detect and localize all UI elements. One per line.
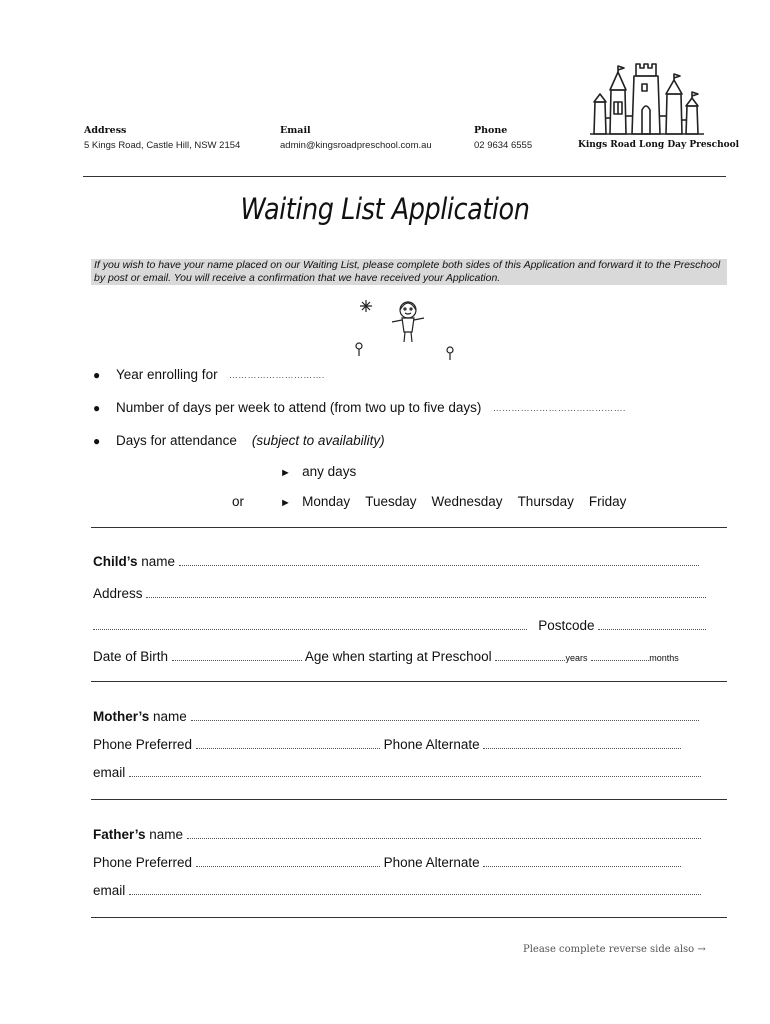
any-days-option[interactable] <box>280 464 356 479</box>
year-enrolling-label: Year enrolling for <box>116 367 218 382</box>
mother-phone-preferred-field[interactable] <box>196 738 380 749</box>
dob-label: Date of Birth <box>93 649 169 664</box>
child-name-row <box>93 554 699 569</box>
email-label: Email <box>280 125 311 136</box>
child-address-line2-field[interactable] <box>93 619 527 630</box>
child-drawing-icon <box>350 296 462 362</box>
arrow-icon: ► <box>280 497 291 509</box>
mother-phone-alternate-label: Phone Alternate <box>383 737 480 752</box>
mother-name-label: name <box>149 709 187 724</box>
years-label: years <box>565 653 588 663</box>
mother-phone-alternate-field[interactable] <box>483 738 681 749</box>
weekdays-option <box>280 494 626 509</box>
weekday-wednesday[interactable]: Wednesday <box>431 494 503 509</box>
section-divider <box>91 917 727 918</box>
child-name-field[interactable] <box>179 555 699 566</box>
any-days-label: any days <box>302 464 357 479</box>
child-name-label-bold: Child’s <box>93 554 138 569</box>
father-name-field[interactable] <box>187 828 701 839</box>
section-divider <box>91 527 727 528</box>
child-address-row <box>93 586 706 601</box>
child-address-label: Address <box>93 586 143 601</box>
days-per-week-field[interactable]: ……………………………………. <box>492 403 626 413</box>
father-email-field[interactable] <box>129 884 701 895</box>
year-enrolling-row <box>93 367 325 382</box>
footer-note: Please complete reverse side also → <box>523 944 706 955</box>
arrow-icon: ► <box>280 467 291 479</box>
father-email-label: email <box>93 883 126 898</box>
weekday-monday[interactable]: Monday <box>302 494 351 509</box>
weekday-thursday[interactable]: Thursday <box>517 494 574 509</box>
father-email-row <box>93 883 701 898</box>
mother-email-label: email <box>93 765 126 780</box>
child-address-field[interactable] <box>146 587 706 598</box>
postcode-label: Postcode <box>538 618 595 633</box>
days-per-week-label: Number of days per week to attend (from two up to five days) <box>116 400 482 415</box>
father-phone-row <box>93 855 681 870</box>
dob-field[interactable] <box>172 650 302 661</box>
father-phone-preferred-label: Phone Preferred <box>93 855 193 870</box>
phone-value: 02 9634 6555 <box>474 140 533 151</box>
father-name-row <box>93 827 701 842</box>
intro-text: If you wish to have your name placed on our Waiting List, please complete both sides of this Application and forward it to the Preschool by post or email. You will receive a confirmation that we have received your Application. <box>91 259 727 285</box>
section-divider <box>91 799 727 800</box>
year-enrolling-field[interactable]: …………………………. <box>228 370 325 380</box>
months-label: months <box>649 653 679 663</box>
email-value: admin@kingsroadpreschool.com.au <box>280 140 432 151</box>
weekday-tuesday[interactable]: Tuesday <box>365 494 417 509</box>
father-name-label-bold: Father’s <box>93 827 146 842</box>
mother-name-field[interactable] <box>191 710 699 721</box>
logo-text: Kings Road Long Day Preschool <box>578 140 740 150</box>
mother-email-row <box>93 765 701 780</box>
or-label: or <box>232 494 245 509</box>
child-name-label: name <box>137 554 176 569</box>
bullet-icon: ● <box>93 434 101 448</box>
child-dob-row <box>93 649 679 664</box>
age-months-field[interactable] <box>591 650 649 661</box>
child-address-line2-row <box>93 618 706 633</box>
bullet-icon: ● <box>93 401 101 415</box>
days-for-attendance-row <box>93 433 385 448</box>
page-title: Waiting List Application <box>240 192 530 226</box>
father-phone-alternate-field[interactable] <box>483 856 681 867</box>
phone-label: Phone <box>474 125 508 136</box>
bullet-icon: ● <box>93 368 101 382</box>
availability-note: (subject to availability) <box>251 433 385 448</box>
weekday-friday[interactable]: Friday <box>588 494 627 509</box>
age-label: Age when starting at Preschool <box>304 649 492 664</box>
address-value: 5 Kings Road, Castle Hill, NSW 2154 <box>84 140 241 151</box>
address-label: Address <box>84 125 127 136</box>
father-phone-preferred-field[interactable] <box>196 856 380 867</box>
mother-name-label-bold: Mother’s <box>93 709 150 724</box>
postcode-field[interactable] <box>598 619 706 630</box>
age-years-field[interactable] <box>495 650 565 661</box>
father-phone-alternate-label: Phone Alternate <box>383 855 480 870</box>
mother-phone-preferred-label: Phone Preferred <box>93 737 193 752</box>
mother-name-row <box>93 709 699 724</box>
mother-email-field[interactable] <box>129 766 701 777</box>
days-for-attendance-label: Days for attendance <box>116 433 237 448</box>
castle-logo-icon <box>588 58 712 140</box>
days-per-week-row <box>93 400 626 415</box>
header-divider <box>83 176 726 177</box>
mother-phone-row <box>93 737 681 752</box>
father-name-label: name <box>145 827 184 842</box>
section-divider <box>91 681 727 682</box>
